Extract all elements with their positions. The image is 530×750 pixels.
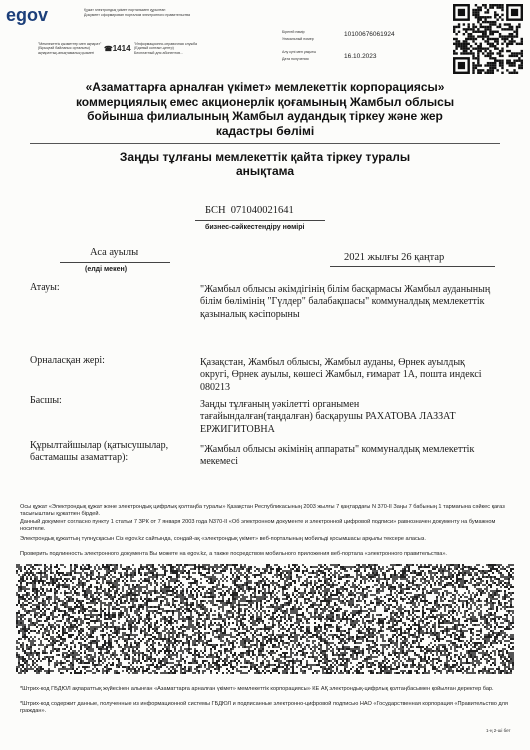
bin-number: БСН 071040021641 — [205, 205, 294, 216]
document-page: egov Құжат электрондық үкімет порталымен құрылған Документ сформирован порталом электронного правительства "Мемлекеттік қызметтер мен ақпарат" (Бірыңғай байланыс орталығы) ақпараттық-анықтамалық қызметі ☎1414 "Информационно-справочная служба (Единый контакт-центр) Бесплатный для абонентов... Бірегей нөмір 10100676061924 Уникальный номер Алу күні мен уақыты 16.10.2023 Дата получения «Азаматтарға арналған үкімет» мемлекеттік корпорациясы» коммерциялық емес акционерлік қоғамының Жамбыл облысы бойынша филиалының Жамбыл аудандық тіркеу және жер кадастры бөлімі Заңды тұлғаны мемлекеттік қайта тіркеу туралы анықтама БСН 071040021641 бизнес-сәйкестендіру нөмірі Аса ауылы (елді мекен) 2021 жылғы 26 қаңтар Атауы: "Жамбыл облысы әкімдігінің білім басқармасы Жамбыл ауданының білім бөлімінің "Гүлдер" балабақшасы" коммуналдық мемлекеттік қазыналық кәсіпорыны Орналасқан жері: Қазақстан, Жамбыл облысы, Жамбыл ауданы, Өрнек ауылдық округі, Өрнек ауылы, көшесі Жамбыл, ғимарат 1А, пошта индексі 080213 Басшы: Заңды тұлғаның уәкілетті органымен тағайындалған(таңдалған) басқарушы РАХАТОВА ЛАЗЗАТ ЕРЖИГИТОВНА Құрылтайшылар (қатысушылар, бастамашы азаматтар): "Жамбыл облысы әкімінің аппараты" коммуналдық мемлекеттік мекемесі Осы құжат «Электрондық құжат және электрондық цифрлық қолтаңба туралы» Қазақстан Республикасының 2003 жылғы 7 қаңтардағы N 370-II Заңы 7 бабының 1 тармағына сәйкес қағаз тасығыштағы құжатпен бірдей. Данный документ согласно пункту 1 статьи 7 ЗРК от 7 января 2003 года N370-II «Об электронном документе и электронной цифровой подписи» равнозначен документу на бумажном носителе. Электрондық құжаттың түпнұсқасын Сіз egov.kz сайтында, сондай-ақ «электрондық үкімет» веб-порталының мобильді қосымшасы арқылы тексере аласыз. Проверить подлинность электронного документа Вы можете на egov.kz, а также посредством мобильного приложения веб-портала «электронного правительства». *Штрих-код ГБДЮЛ ақпараттық жүйесінен алынған «Азаматтарға арналған үкімет» мемлекеттік корпорациясы» КЕ АҚ электрондық-цифрлық қолтаңбасымен қойылған деректер бар. *Штрих-код содержит данные, полученные из информационной системы ГБДЮЛ и подписанные электронно-цифровой подписью НАО «Государственная корпорация «Правительство для граждан». 1-ң 2-ші бет — [0, 0, 530, 750]
verify-text-ru: Проверить подлинность электронного документа Вы можете на egov.kz, а также посредством мобильного приложения веб-портала «электронного правительства». — [20, 551, 447, 557]
header-left-text: "Мемлекеттік қызметтер мен ақпарат" (Бірыңғай байланыс орталығы) ақпараттық-анықтамалық қызметі — [38, 42, 102, 55]
top-line-2: Документ сформирован порталом электронного правительства — [84, 13, 191, 17]
field-label-founders: Құрылтайшылар (қатысушылар, бастамашы азаматтар): — [30, 440, 169, 463]
2d-barcode — [16, 564, 514, 674]
title-divider — [30, 143, 500, 144]
issue-date: 2021 жылғы 26 қаңтар — [344, 252, 445, 263]
location: Аса ауылы — [90, 247, 139, 258]
field-value-head: Заңды тұлғаның уәкілетті органымен тағайындалған(таңдалған) басқарушы РАХАТОВА ЛАЗЗАТ ЕРЖИГИТОВНА — [200, 399, 456, 435]
page-number: 1-ң 2-ші бет — [486, 728, 511, 733]
legal-text-ru: Данный документ согласно пункту 1 статьи 7 ЗРК от 7 января 2003 года N370-II «Об электронном документе и электронной цифровой подписи» равнозначен документу на бумажном носителе. — [20, 519, 496, 533]
location-caption: (елді мекен) — [85, 266, 128, 273]
verify-text-kz: Электрондық құжаттың түпнұсқасын Сіз egov.kz сайтында, сондай-ақ «электрондық үкімет» веб-порталының мобильді қосымшасы арқылы тексере аласыз. — [20, 536, 426, 542]
phone-icon: ☎ — [104, 46, 113, 53]
document-title: «Азаматтарға арналған үкімет» мемлекеттік корпорациясы» коммерциялық емес акционерлік қоғамының Жамбыл облысы бойынша филиалының Жамбыл аудандық тіркеу және жер кадастры бөлімі — [75, 80, 455, 138]
field-label-head: Басшы: — [30, 395, 62, 406]
contact-number: ☎1414 — [104, 44, 131, 53]
field-value-address: Қазақстан, Жамбыл облысы, Жамбыл ауданы, Өрнек ауылдық округі, Өрнек ауылы, көшесі Жамбыл, ғимарат 1А, пошта индексі 080213 — [200, 357, 482, 393]
field-label-name: Атауы: — [30, 282, 60, 293]
top-line-1: Құжат электрондық үкімет порталымен құрылған — [84, 8, 166, 12]
bin-caption: бизнес-сәйкестендіру нөмірі — [205, 224, 305, 231]
qr-code — [452, 4, 524, 74]
document-subtitle: Заңды тұлғаны мемлекеттік қайта тіркеу туралы анықтама — [119, 150, 411, 178]
barcode-note-kz: *Штрих-код ГБДЮЛ ақпараттық жүйесінен алынған «Азаматтарға арналған үкімет» мемлекеттік корпорациясы» КЕ АҚ электрондық-цифрлық қолтаңбасымен қойылған деректер бар. — [20, 686, 494, 692]
bin-underline — [195, 220, 325, 221]
field-label-address: Орналасқан жері: — [30, 355, 105, 366]
location-underline — [60, 262, 170, 263]
date-underline — [330, 266, 495, 267]
legal-text-kz: Осы құжат «Электрондық құжат және электрондық цифрлық қолтаңба туралы» Қазақстан Республикасының 2003 жылғы 7 қаңтардағы N 370-II Заңы 7 бабының 1 тармағына сәйкес қағаз тасығыштағы құжатпен бірдей. — [20, 504, 505, 518]
field-value-founders: "Жамбыл облысы әкімінің аппараты" коммуналдық мемлекеттік мекемесі — [200, 444, 475, 468]
header-right-text: "Информационно-справочная служба (Единый контакт-центр) Бесплатный для абонентов... — [134, 42, 197, 55]
egov-logo: egov — [6, 5, 49, 25]
unique-number: 10100676061924 — [344, 31, 395, 38]
barcode-note-ru: *Штрих-код содержит данные, полученные из информационной системы ГБДЮЛ и подписанные электронно-цифровой подписью НАО «Государственная корпорация «Правительство для граждан». — [20, 701, 508, 715]
received-date: 16.10.2023 — [344, 53, 377, 60]
field-value-name: "Жамбыл облысы әкімдігінің білім басқармасы Жамбыл ауданының білім бөлімінің "Гүлдер" балабақшасы" коммуналдық мемлекеттік қазыналық кәсіпорыны — [200, 284, 491, 320]
